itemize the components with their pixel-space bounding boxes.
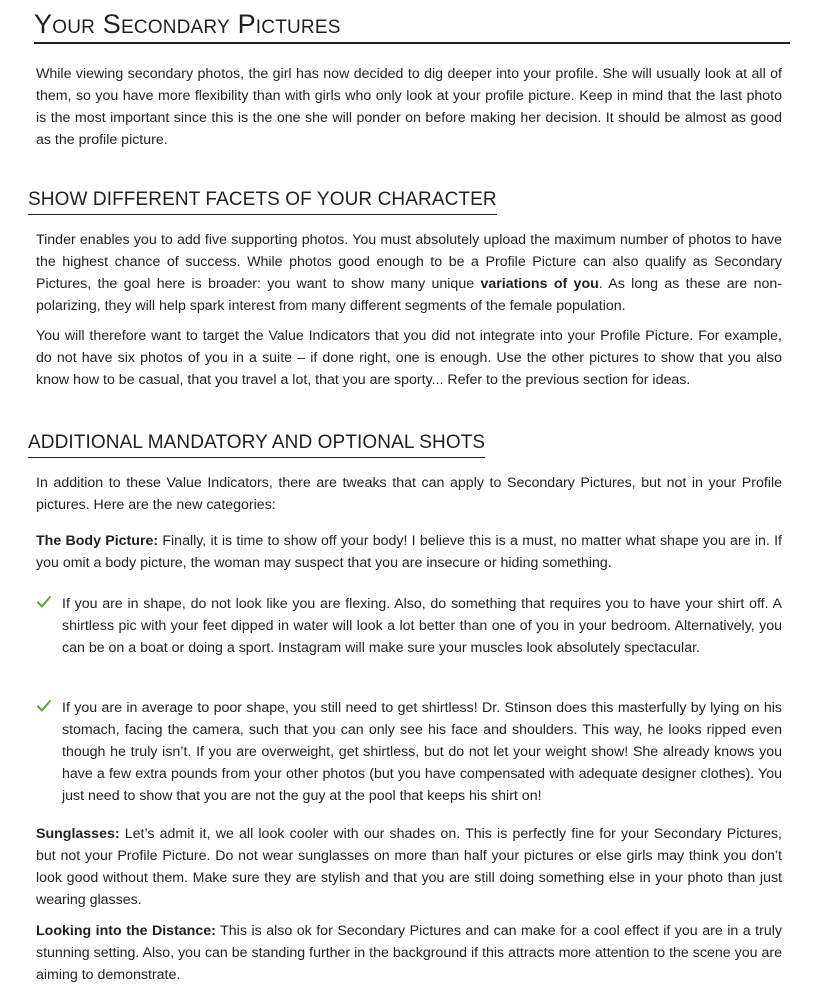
distance-text: This is also ok for Secondary Pictures and can make for a cool effect if you are in a truly stunning setting. Also, you can be standing further in the background if this attracts more attention to the scene you are aiming to demonstrate. xyxy=(36,923,782,983)
distance-paragraph xyxy=(36,920,782,986)
section-heading-facets: SHOW DIFFERENT FACETS OF YOUR CHARACTER xyxy=(28,187,497,215)
sunglasses-text: Let’s admit it, we all look cooler with our shades on. This is perfectly fine for your Secondary Pictures, but not your Profile Picture. Do not wear sunglasses on more than half your pictures or else girls may think you don’t look good without them. Make sure they are stylish and that you are still doing something else in your photo than just wearing glasses. xyxy=(36,826,782,908)
sunglasses-lead: Sunglasses: xyxy=(36,826,120,842)
section-heading-shots: ADDITIONAL MANDATORY AND OPTIONAL SHOTS xyxy=(28,430,485,458)
page-title: Your Secondary Pictures xyxy=(34,6,790,44)
facets-text-after: . As long as these are non-polarizing, they will help spark interest from many different segments of the female population. xyxy=(36,276,782,314)
facets-bold-phrase: variations of you xyxy=(480,276,599,292)
checkmark-icon xyxy=(36,594,52,610)
intro-paragraph: While viewing secondary photos, the girl has now decided to dig deeper into your profile. She will usually look at all of them, so you have more flexibility than with girls who only look at your profile picture. Keep in mind that the last photo is the most important since this is the one she will ponder on before making her decision. It should be almost as good as the profile picture. xyxy=(36,66,782,148)
body-picture-text: Finally, it is time to show off your body! I believe this is a must, no matter what shape you are in. If you omit a body picture, the woman may suspect that you are insecure or hiding something. xyxy=(36,533,782,571)
facets-paragraph-2: You will therefore want to target the Value Indicators that you did not integrate into your Profile Picture. For example, do not have six photos of you in a suite – if done right, one is enough. Use the other pictures to show that you also know how to be casual, that you travel a lot, that you are sporty... Refer to the previous section for ideas. xyxy=(36,328,782,388)
body-picture-lead: The Body Picture: xyxy=(36,533,159,549)
facets-text-before: Tinder enables you to add five supporting photos. You must absolutely upload the maximum number of photos to have the highest chance of success. While photos good enough to be a Profile Picture can also qualify as Secondary Pictures, the goal here is broader: you want to show many unique xyxy=(36,232,782,292)
checkmark-icon xyxy=(36,698,52,714)
bullet-text: If you are in shape, do not look like you are flexing. Also, do something that requires you to have your shirt off. A shirtless pic with your feet dipped in water will look a lot better than one of you in your bedroom. Alternatively, you can be on a boat or doing a sport. Instagram will make sure your muscles look absolutely spectacular. xyxy=(62,596,782,656)
distance-lead: Looking into the Distance: xyxy=(36,923,216,939)
body-picture-paragraph xyxy=(36,530,782,574)
bullet-text: If you are in average to poor shape, you still need to get shirtless! Dr. Stinson does this masterfully by lying on his stomach, facing the camera, such that you can only see his face and shoulders. This way, he looks ripped even though he truly isn’t. If you are overweight, get shirtless, but do not let your weight show! She already knows you have a few extra pounds from your other photos (but you have compensated with adequate designer clothes). You just need to show that you are not the guy at the pool that keeps his shirt on! xyxy=(62,700,782,804)
facets-paragraph-1 xyxy=(36,229,782,317)
shots-intro-paragraph: In addition to these Value Indicators, there are tweaks that can apply to Secondary Pictures, but not in your Profile pictures. Here are the new categories: xyxy=(36,475,782,513)
sunglasses-paragraph xyxy=(36,823,782,911)
